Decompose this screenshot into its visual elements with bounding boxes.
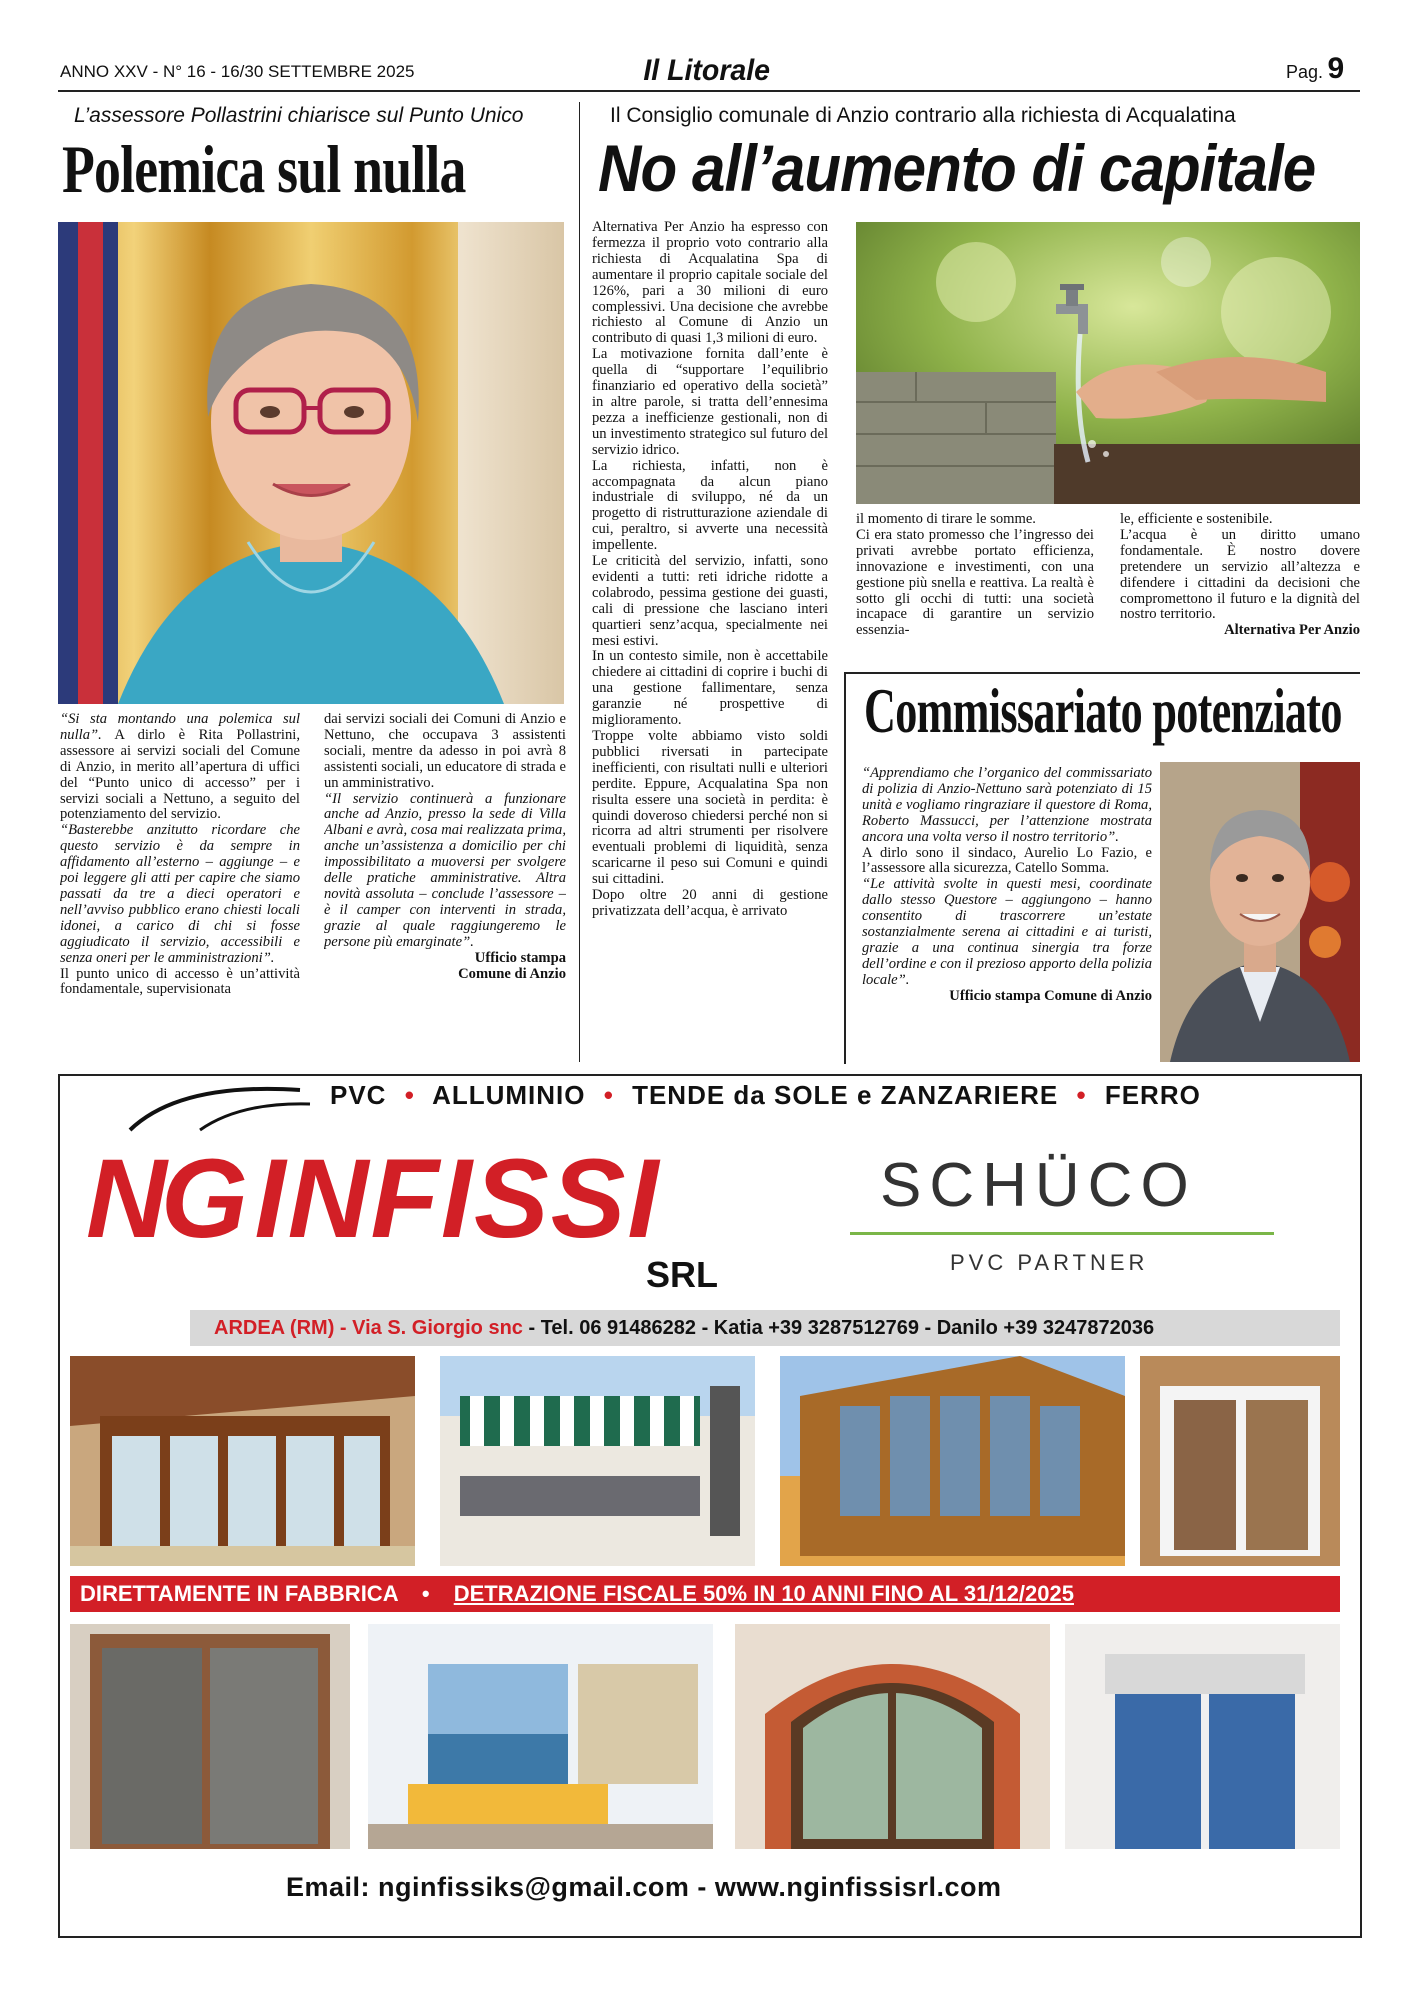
product-photo-sea-view (368, 1624, 713, 1849)
page-label: Pag. (1286, 62, 1324, 82)
left-kicker: L’assessore Pollastrini chiarisce sul Punto Unico (74, 104, 524, 127)
promo-banner (70, 1576, 1340, 1612)
page-number (1286, 52, 1344, 86)
left-signature-1: Ufficio stampa (474, 949, 566, 966)
paper-name: Il Litorale (643, 54, 771, 87)
water-tap-photo (856, 222, 1360, 504)
ad-sep-3: • (1076, 1080, 1087, 1110)
logo-srl: SRL (646, 1254, 718, 1295)
box-article-text (862, 766, 1152, 1062)
banner-sep: • (421, 1581, 430, 1606)
right-kicker: Il Consiglio comunale di Anzio contrario alla richiesta di Acqualatina (610, 104, 1236, 127)
right-p4: Le criticità del servizio, infatti, sono evidenti a tutti: reti idriche ridotte a colabrodo, pessima gestione dei guasti, cali di pressione che lasciano interi quartieri senz’acqua, specialmente nei mesi estivi. (592, 553, 828, 649)
masthead-rule (58, 90, 1360, 92)
left-p3: Il punto unico di accesso è un’attività fondamentale, supervisionata (60, 965, 300, 998)
contact-bar (190, 1310, 1340, 1346)
product-photo-awning (440, 1356, 755, 1566)
box-left-border (844, 672, 846, 1064)
ad-categories (330, 1080, 1201, 1111)
ad-footer-contact[interactable]: Email: nginfissiks@gmail.com - www.nginfissisrl.com (286, 1872, 1002, 1902)
ad-address: ARDEA (RM) - Via S. Giorgio snc (214, 1317, 523, 1339)
left-p1b: A dirlo è Rita Pollastrini, assessore ai servizi sociali del Comune di Anzio, in merito all’apertura di uffici del “Punto unico di accesso” per i servizi sociali a Nettuno, a seguito del potenziamento del servizio. (60, 726, 300, 823)
ad-sep-1: • (404, 1080, 415, 1110)
product-photo-winter-garden (780, 1356, 1125, 1566)
left-article-column-2 (324, 712, 566, 1057)
ad-cat-pvc: PVC (330, 1080, 387, 1110)
product-photo-arched-window (735, 1624, 1050, 1849)
column-divider (579, 102, 580, 1062)
right-p1: Alternativa Per Anzio ha espresso con fermezza il proprio voto contrario alla richiesta di Acqualatina Spa di aumentare il proprio capitale sociale del 126%, pari a 30 milioni di euro complessivi. Una decisione che avrebbe richiesto al Comune di Anzio un contributo di quasi 1,3 milioni di euro. (592, 220, 828, 347)
right-p6: Troppe volte abbiamo visto soldi pubblici riversati in partecipate inefficienti, con risultati nulli e ulteriori perdite. Eppure, Acqualatina Spa non risulta essere una società in perdita: è quindi doveroso chiedersi perché non si ricorra ad altri strumenti per risolvere eventuali problemi di liquidità, senza scaricarne il peso sui Comuni e quindi sui cittadini. (592, 728, 828, 888)
right-article-column-1 (592, 220, 828, 1060)
right-p11: L’acqua è un diritto umano fondamentale. È nostro dovere pretendere un servizio all’altezza e difendere i cittadini da decisioni che compromettono il futuro e la dignità del nostro territorio. (1120, 526, 1360, 623)
portrait-photo (58, 222, 564, 704)
ng-infissi-logo (86, 1134, 661, 1263)
ad-cat-alluminio: ALLUMINIO (432, 1080, 586, 1110)
right-headline: No all’aumento di capitale (598, 131, 1316, 205)
right-p8: il momento di tirare le somme. (856, 512, 1036, 527)
left-p4: dai servizi sociali dei Comuni di Anzio e Nettuno, che occupava 3 assistenti sociali, mentre da adesso in poi avrà 8 assistenti sociali, un educatore di strada e un amministrativo. (324, 712, 566, 791)
ad-cat-ferro: FERRO (1104, 1080, 1201, 1110)
left-signature-2: Comune di Anzio (458, 965, 566, 982)
logo-infissi: INFISSI (254, 1136, 661, 1261)
banner-left: DIRETTAMENTE IN FABBRICA (80, 1581, 398, 1606)
box-p1: “Apprendiamo che l’organico del commissariato di polizia di Anzio-Nettuno sarà potenziato di 15 unità e vogliamo ringraziare il questore di Roma, Roberto Massucci, per l’attenzione mostrata ancora una volta verso il nostro territorio”. (862, 766, 1152, 845)
right-p9: Ci era stato promesso che l’ingresso dei privati avrebbe portato efficienza, innovazione e investimenti, con una gestione più snella e reattiva. La realtà è sotto gli occhi di tutti: una società incapace di garantire un servizio essenzia- (856, 526, 1094, 639)
page-number-value: 9 (1327, 52, 1345, 85)
left-article-column-1 (60, 712, 300, 1057)
right-signature: Alternativa Per Anzio (1224, 622, 1360, 639)
box-p2: A dirlo sono il sindaco, Aurelio Lo Fazio, e l’assessore alla sicurezza, Catello Somma. (862, 844, 1152, 877)
box-headline: Commissariato potenziato (864, 675, 1342, 746)
product-photo-screen-door (70, 1624, 350, 1849)
schuco-partner-label: PVC PARTNER (950, 1250, 1149, 1275)
logo-ng: NG (86, 1136, 242, 1261)
product-photo-veranda (70, 1356, 415, 1566)
left-p5: “Il servizio continuerà a funzionare anche ad Anzio, presso la sede di Villa Albani e avrà, cosa mai realizzata prima, anche un’assistenza a domicilio per chi impossibilitato a muoversi per svolgere delle pratiche amministrative. Altra novità assoluta – conclude l’assessore – è il camper con interventi in strada, grazie al quale raggiungeremo le persone più emarginate”. (324, 790, 566, 950)
left-headline: Polemica sul nulla (62, 131, 466, 207)
ad-cat-tende: TENDE da SOLE e ZANZARIERE (632, 1080, 1059, 1110)
box-p3: “Le attività svolte in questi mesi, coordinate dallo stesso Questore – aggiungono – hanno consentito di trascorrere un’estate sostanzialmente serena ai cittadini e ai turisti, grazie a una continua sinergia tra forze dell’ordine e con il prezioso apporto della polizia locale”. (862, 876, 1152, 988)
mayor-photo (1160, 762, 1360, 1062)
schuco-green-line (850, 1232, 1274, 1235)
right-p3: La richiesta, infatti, non è accompagnata da alcun piano industriale di sviluppo, né da un progetto di ristrutturazione aziendale di cui, peraltro, si avverte una necessità impellente. (592, 457, 828, 554)
right-article-column-3 (1120, 512, 1360, 662)
ad-sep-2: • (603, 1080, 614, 1110)
product-photo-shutter (1065, 1624, 1340, 1849)
right-p7: Dopo oltre 20 anni di gestione privatizzata dell’acqua, è arrivato (592, 887, 828, 919)
schuco-logo: SCHÜCO (880, 1151, 1197, 1220)
right-p10: le, efficiente e sostenibile. (1120, 512, 1273, 527)
left-p1a: “Si sta montando una polemica sul nulla”. (60, 712, 300, 743)
right-p2: La motivazione fornita dall’ente è quella di “supportare l’equilibrio finanziario ed operativo della società” in altre parole, si tratta dell’ennesima pezza a inefficienze gestionali, non di un investimento strategico sul futuro del servizio idrico. (592, 346, 828, 458)
banner-right: DETRAZIONE FISCALE 50% IN 10 ANNI FINO AL 31/12/2025 (453, 1581, 1074, 1606)
ad-contacts: - Tel. 06 91486282 - Katia +39 3287512769 - Danilo +39 3247872036 (522, 1317, 1155, 1339)
product-photo-window-corner (1140, 1356, 1340, 1566)
right-p5: In un contesto simile, non è accettabile chiedere ai cittadini di coprire i buchi di una gestione fallimentare, senza garanzie né prospettive di miglioramento. (592, 648, 828, 729)
issue-line: ANNO XXV - N° 16 - 16/30 SETTEMBRE 2025 (60, 62, 415, 81)
left-p2: “Basterebbe anzitutto ricordare che questo servizio è da sempre in affidamento all’esterno – aggiunge – e poi leggere gli atti per capire che siamo passati da tre a dieci operatori e nell’avviso pubblico erano chiesti locali idonei, a carico di chi si fosse aggiudicato il servizio, accessibili e senza oneri per le amministrazioni”. (60, 822, 300, 966)
logo-swoosh-icon (120, 1082, 320, 1132)
right-article-column-2 (856, 512, 1094, 662)
box-signature: Ufficio stampa Comune di Anzio (949, 987, 1152, 1004)
